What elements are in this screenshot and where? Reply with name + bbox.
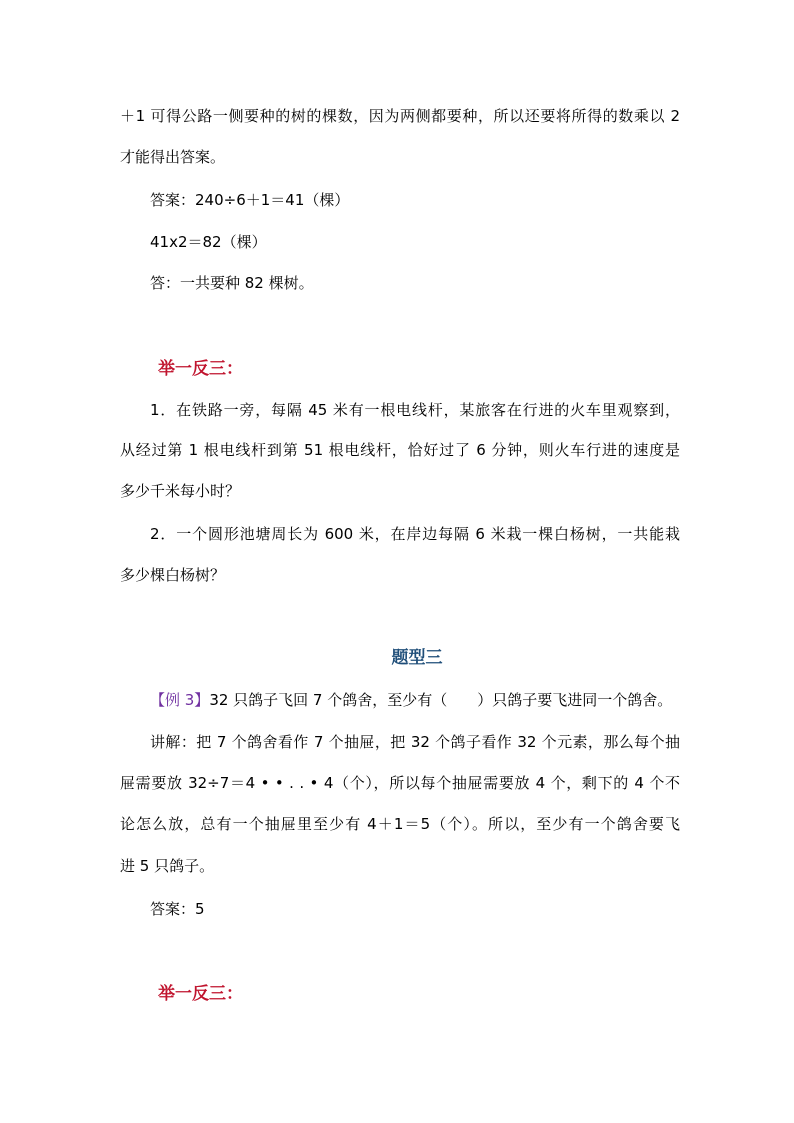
answer-line: 答案：240÷6＋1＝41（棵） [150, 191, 350, 209]
answer-statement: 答：一共要种 82 棵树。 [150, 274, 314, 292]
exercise-1-line: 1．在铁路一旁，每隔 45 米有一根电线杆，某旅客在行进的火车里观察到， [150, 401, 680, 419]
section-title: 题型三 [391, 648, 443, 668]
practice-heading: 举一反三： [158, 359, 243, 379]
answer-line: 答案：5 [150, 900, 205, 918]
explanation-line: 进 5 只鸽子。 [120, 857, 215, 875]
explanation-line: 屉需要放 32÷7＝4 • • . . • 4（个），所以每个抽屉需要放 4 个，剩下的 4 个不 [120, 774, 680, 792]
exercise-1-line: 从经过第 1 根电线杆到第 51 根电线杆，恰好过了 6 分钟，则火车行进的速度是 [120, 441, 680, 459]
example-tag: 【例 3】 [150, 691, 210, 709]
practice-heading: 举一反三： [158, 984, 243, 1004]
example-line [150, 689, 680, 711]
exercise-2-line: 多少棵白杨树？ [120, 566, 226, 584]
example-text: 32 只鸽子飞回 7 个鸽舍，至少有（ ）只鸽子要飞进同一个鸽舍。 [209, 691, 673, 709]
calculation-line: 41x2＝82（棵） [150, 233, 267, 251]
explanation-line: 讲解：把 7 个鸽舍看作 7 个抽屉，把 32 个鸽子看作 32 个元素，那么每个抽 [150, 733, 680, 751]
explanation-line: 论怎么放，总有一个抽屉里至少有 4＋1＝5（个）。所以，至少有一个鸽舍要飞 [120, 815, 680, 833]
text-line: ＋1 可得公路一侧要种的树的棵数，因为两侧都要种，所以还要将所得的数乘以 2 [120, 107, 680, 125]
text-line: 才能得出答案。 [120, 148, 226, 166]
exercise-2-line: 2．一个圆形池塘周长为 600 米，在岸边每隔 6 米栽一棵白杨树，一共能栽 [150, 525, 680, 543]
exercise-1-line: 多少千米每小时？ [120, 482, 241, 500]
